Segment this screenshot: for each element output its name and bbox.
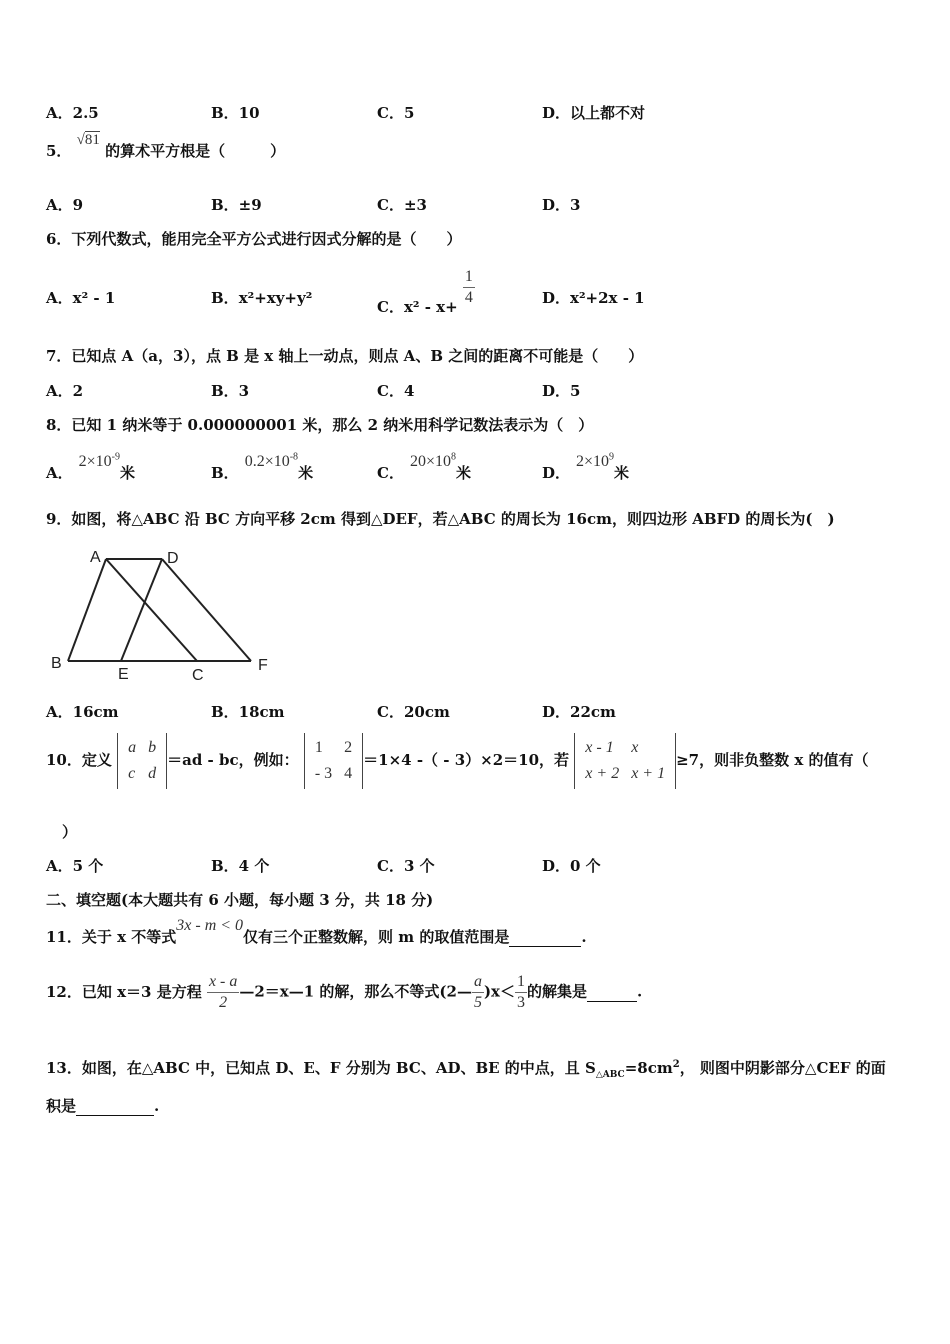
q12-answer-blank bbox=[587, 983, 637, 1002]
q7-option-a: A．2 bbox=[46, 382, 84, 400]
q8-option-a: A．$2\times 10^{-9}$米 bbox=[46, 451, 136, 482]
label-c: C bbox=[192, 667, 204, 684]
label-b: B bbox=[51, 655, 62, 672]
q4-option-d: D．以上都不对 bbox=[542, 104, 646, 122]
section-2-heading: 二、填空题(本大题共有 6 小题，每小题 3 分，共 18 分) bbox=[46, 891, 434, 909]
q5-sqrt: √81 bbox=[76, 132, 100, 148]
label-f: F bbox=[258, 657, 268, 674]
q4-option-c: C．5 bbox=[377, 104, 415, 122]
q10-option-d: D．0 个 bbox=[542, 857, 601, 875]
q10-example-determinant: 1 2 - 3 4 bbox=[304, 733, 363, 789]
q9-option-b: B．18cm bbox=[211, 703, 285, 721]
q6-option-c: C．x² - x+ $\frac{1}{4}$ bbox=[377, 268, 473, 316]
q7-option-d: D．5 bbox=[542, 382, 581, 400]
segment-df bbox=[162, 559, 251, 661]
q12-fraction-1: $\frac{x - a}{2}$ bbox=[208, 973, 238, 1011]
question-13: 13．如图，在△ABC 中，已知点 D、E、F 分别为 BC、AD、BE 的中点，且 $S_{\triangle ABC}=8cm^2$， 则图中阴影部分△CEF 的面 bbox=[46, 1059, 886, 1080]
q5-number: 5． bbox=[46, 142, 72, 160]
question-7: 7．已知点 A（a，3），点 B 是 x 轴上一动点，则点 A、B 之间的距离不可能是（ ） bbox=[46, 347, 644, 365]
question-6: 6．下列代数式，能用完全平方公式进行因式分解的是（ ） bbox=[46, 230, 462, 248]
q9-option-c: C．20cm bbox=[377, 703, 450, 721]
q10-option-a: A．5 个 bbox=[46, 857, 104, 875]
q13-answer-blank bbox=[76, 1097, 154, 1116]
q5-option-c: C．±3 bbox=[377, 196, 427, 214]
question-9: 9．如图，将△ABC 沿 BC 方向平移 2cm 得到△DEF，若△ABC 的周长为 16cm，则四边形 ABFD 的周长为( ) bbox=[46, 510, 835, 528]
segment-ac bbox=[106, 559, 197, 661]
q6-c-fraction: $\frac{1}{4}$ bbox=[464, 268, 473, 306]
q8-option-d: D．$2\times 10^9$米 bbox=[542, 451, 630, 482]
question-11: 11．关于 x 不等式3x - m < 0仅有三个正整数解，则 m 的取值范围是 . bbox=[46, 917, 587, 946]
q6-option-d: D．x²+2x - 1 bbox=[542, 289, 645, 307]
q10-close-paren: ） bbox=[62, 823, 78, 841]
q5-option-b: B．±9 bbox=[211, 196, 262, 214]
segment-ab bbox=[68, 559, 106, 661]
question-12: 12．已知 x＝3 是方程 $\frac{x - a}{2}$ —2＝x—1 的解，那么不等式(2— $\frac{a}{5}$ )x＜ $\frac{1}{3}$ 的解集是 . bbox=[46, 973, 643, 1011]
q9-option-d: D．22cm bbox=[542, 703, 616, 721]
q11-inequality: 3x - m < 0 bbox=[176, 917, 244, 934]
q10-condition-determinant: x - 1 x x + 2 x + 1 bbox=[574, 733, 676, 789]
q6-option-a: A．x² - 1 bbox=[46, 289, 116, 307]
q6-option-b: B．x²+xy+y² bbox=[211, 289, 313, 307]
question-8: 8．已知 1 纳米等于 0.000000001 米，那么 2 纳米用科学记数法表示为（ ） bbox=[46, 416, 594, 434]
q4-option-a: A．2.5 bbox=[46, 104, 99, 122]
question-5 bbox=[46, 132, 286, 161]
q7-option-c: C．4 bbox=[377, 382, 415, 400]
q4-option-b: B．10 bbox=[211, 104, 260, 122]
q11-answer-blank bbox=[509, 928, 581, 947]
q5-stem: 的算术平方根是（ ） bbox=[105, 142, 286, 160]
q8-option-b: B．$0.2\times 10^{-8}$米 bbox=[211, 451, 314, 482]
label-e: E bbox=[118, 666, 129, 683]
segment-de bbox=[121, 559, 162, 661]
q7-option-b: B．3 bbox=[211, 382, 250, 400]
label-a: A bbox=[90, 549, 101, 566]
question-13-line-2: 积是 . bbox=[46, 1097, 160, 1115]
q9-option-a: A．16cm bbox=[46, 703, 119, 721]
q5-option-d: D．3 bbox=[542, 196, 581, 214]
q10-definition-determinant: a b c d bbox=[117, 733, 167, 789]
q8-option-c: C．$20\times 10^8$米 bbox=[377, 451, 471, 482]
q9-figure bbox=[40, 540, 280, 690]
question-10: 10．定义 a b c d ＝ad - bc，例如： 1 2 - 3 4 ＝1×4 -（ - 3）×2＝10，若 x - 1 x x + 2 x + 1 ≥7，则非负整数 x 的值有（ bbox=[46, 733, 869, 789]
q12-fraction-3: $\frac{1}{3}$ bbox=[517, 973, 525, 1011]
q10-option-c: C．3 个 bbox=[377, 857, 435, 875]
q12-fraction-2: $\frac{a}{5}$ bbox=[473, 973, 482, 1011]
q5-option-a: A．9 bbox=[46, 196, 84, 214]
label-d: D bbox=[167, 550, 179, 567]
q10-option-b: B．4 个 bbox=[211, 857, 270, 875]
